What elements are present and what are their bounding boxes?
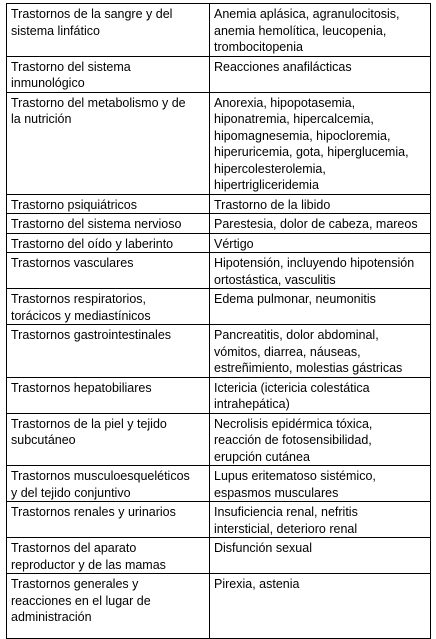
effects-cell: [210, 92, 431, 194]
category-text: subcutáneo: [11, 433, 76, 447]
effects-text: trombocitopenia: [214, 40, 303, 54]
category-text: Trastornos renales y urinarios: [11, 505, 176, 519]
table-row: [7, 325, 431, 378]
category-text: Trastornos gastrointestinales: [11, 328, 172, 342]
table-row: [7, 466, 431, 502]
category-cell: [7, 253, 210, 289]
effects-text: espasmos musculares: [214, 485, 339, 500]
category-cell: [7, 538, 210, 574]
table-row: [7, 538, 431, 574]
effects-text: hipercolesterolemia,: [214, 161, 326, 176]
category-cell: [7, 92, 210, 194]
category-text: reproductor y de las mamas: [11, 557, 166, 572]
category-text: Trastornos vasculares: [11, 256, 134, 270]
table-row: [7, 413, 431, 466]
table-row: [7, 253, 431, 289]
effects-text: Insuficiencia renal, nefritis: [214, 505, 358, 519]
effects-cell: [210, 502, 431, 538]
category-text: Trastorno psiquiátricos: [11, 197, 137, 212]
table-row: [7, 502, 431, 538]
effects-text: hiperuricemia, gota, hiperglucemia,: [214, 145, 409, 159]
effects-text: hiponatremia, hipercalcemia,: [214, 112, 374, 126]
table-row: [7, 92, 431, 194]
category-text: Trastornos musculoesqueléticos: [11, 469, 190, 483]
effects-cell: [210, 253, 431, 289]
adverse-effects-table: [6, 3, 431, 639]
category-cell: [7, 4, 210, 57]
category-text: inmunológico: [11, 76, 85, 90]
category-text: Trastorno del oído y laberinto: [11, 236, 174, 251]
effects-text: Pirexia, astenia: [214, 577, 300, 591]
table-row: [7, 194, 431, 214]
effects-text: ortostástica, vasculitis: [214, 272, 336, 287]
table-row: [7, 4, 431, 57]
table-row: [7, 574, 431, 639]
effects-text: Pancreatitis, dolor abdominal,: [214, 328, 379, 342]
category-cell: [7, 194, 210, 214]
category-text: Trastornos de la sangre y del: [11, 7, 173, 21]
category-cell: [7, 377, 210, 413]
category-text: reacciones en el lugar de: [11, 593, 151, 608]
category-cell: [7, 413, 210, 466]
effects-text: Ictericia (ictericia colestática: [214, 380, 370, 395]
effects-cell: [210, 4, 431, 57]
effects-text: Anorexia, hipopotasemia,: [214, 95, 356, 110]
effects-text: vómitos, diarrea, náuseas,: [214, 344, 361, 359]
category-text: Trastornos de la piel y tejido: [11, 416, 167, 431]
category-text: Trastorno del sistema nervioso: [11, 217, 182, 231]
effects-cell: [210, 538, 431, 574]
effects-text: Anemia aplásica, agranulocitosis,: [214, 7, 400, 21]
table-row: [7, 377, 431, 413]
category-text: Trastorno del metabolismo y de: [11, 95, 186, 110]
category-cell: [7, 214, 210, 234]
category-cell: [7, 466, 210, 502]
category-text: Trastornos generales y: [11, 577, 139, 591]
effects-text: Disfunción sexual: [214, 541, 312, 555]
category-text: la nutrición: [11, 112, 72, 126]
category-text: Trastorno del sistema: [11, 59, 131, 74]
category-cell: [7, 289, 210, 325]
category-text: Trastornos respiratorios,: [11, 292, 146, 306]
effects-cell: [210, 289, 431, 325]
table-row: [7, 56, 431, 92]
effects-cell: [210, 325, 431, 378]
category-cell: [7, 56, 210, 92]
effects-cell: [210, 214, 431, 234]
effects-cell: [210, 56, 431, 92]
effects-cell: [210, 413, 431, 466]
category-text: torácicos y mediastínicos: [11, 308, 151, 323]
effects-cell: [210, 233, 431, 253]
effects-text: Necrolisis epidérmica tóxica,: [214, 416, 373, 431]
table-row: [7, 214, 431, 234]
effects-cell: [210, 194, 431, 214]
effects-text: Trastorno de la libido: [214, 197, 331, 212]
effects-text: Parestesia, dolor de cabeza, mareos: [214, 217, 418, 231]
category-cell: [7, 502, 210, 538]
category-text: Trastornos del aparato: [11, 541, 137, 555]
effects-text: Lupus eritematoso sistémico,: [214, 469, 376, 483]
category-text: y del tejido conjuntivo: [11, 485, 131, 500]
effects-text: reacción de fotosensibilidad,: [214, 433, 372, 447]
effects-cell: [210, 574, 431, 639]
effects-text: estreñimiento, molestias gástricas: [214, 361, 403, 375]
category-cell: [7, 574, 210, 639]
category-cell: [7, 233, 210, 253]
effects-text: Vértigo: [214, 236, 254, 251]
effects-text: Hipotensión, incluyendo hipotensión: [214, 256, 415, 270]
effects-text: intrahepática): [214, 397, 290, 411]
category-cell: [7, 325, 210, 378]
effects-text: hipertrigliceridemia: [214, 178, 319, 192]
table-body: [7, 4, 431, 639]
effects-text: intersticial, deterioro renal: [214, 521, 358, 536]
category-text: sistema linfático: [11, 23, 100, 38]
effects-text: Reacciones anafilácticas: [214, 59, 352, 74]
effects-cell: [210, 466, 431, 502]
effects-text: hipomagnesemia, hipocloremia,: [214, 128, 391, 143]
table-row: [7, 289, 431, 325]
effects-cell: [210, 377, 431, 413]
effects-text: erupción cutánea: [214, 449, 310, 464]
effects-text: anemia hemolítica, leucopenia,: [214, 23, 387, 38]
category-text: administración: [11, 610, 92, 624]
table-row: [7, 233, 431, 253]
effects-text: Edema pulmonar, neumonitis: [214, 292, 376, 306]
category-text: Trastornos hepatobiliares: [11, 380, 152, 395]
